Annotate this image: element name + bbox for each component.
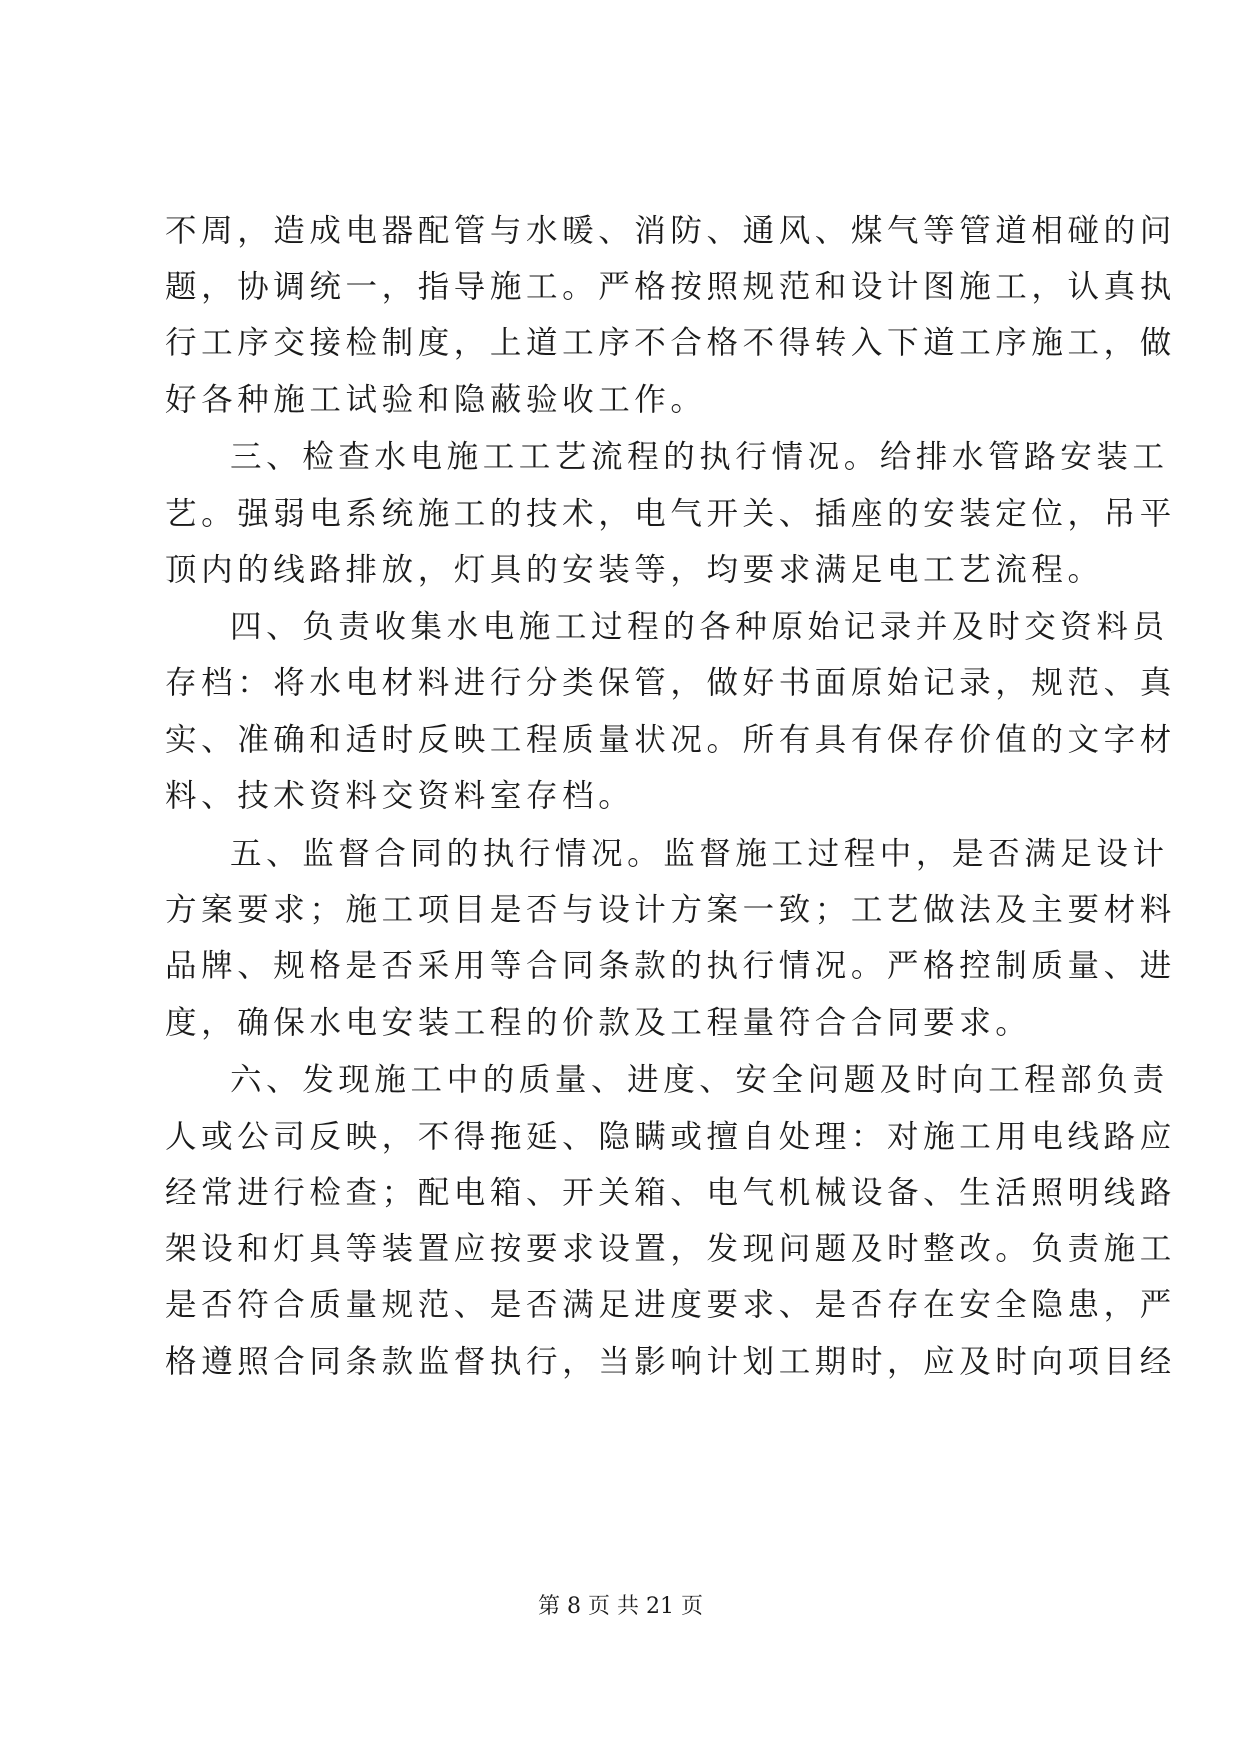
body-text-line: 经常进行检查；配电箱、开关箱、电气机械设备、生活照明线路	[165, 1175, 1176, 1211]
body-text-line: 度，确保水电安装工程的价款及工程量符合合同要求。	[165, 1005, 1032, 1041]
paragraph-6-first-line: 六、发现施工中的质量、进度、安全问题及时向工程部负责	[230, 1062, 1169, 1098]
body-text-line: 存档：将水电材料进行分类保管，做好书面原始记录，规范、真	[165, 665, 1176, 701]
paragraph-5-first-line: 五、监督合同的执行情况。监督施工过程中，是否满足设计	[230, 836, 1169, 872]
body-text-line: 不周，造成电器配管与水暖、消防、通风、煤气等管道相碰的问	[165, 213, 1176, 249]
body-text-line: 架设和灯具等装置应按要求设置，发现问题及时整改。负责施工	[165, 1231, 1176, 1267]
body-text-line: 品牌、规格是否采用等合同条款的执行情况。严格控制质量、进	[165, 948, 1176, 984]
body-text-line: 行工序交接检制度，上道工序不合格不得转入下道工序施工，做	[165, 325, 1176, 361]
body-text-line: 是否符合质量规范、是否满足进度要求、是否存在安全隐患，严	[165, 1287, 1176, 1323]
body-text-line: 格遵照合同条款监督执行，当影响计划工期时，应及时向项目经	[165, 1344, 1176, 1380]
body-text-line: 好各种施工试验和隐蔽验收工作。	[165, 382, 707, 418]
body-text-line: 顶内的线路排放，灯具的安装等，均要求满足电工艺流程。	[165, 552, 1104, 588]
paragraph-4-first-line: 四、负责收集水电施工过程的各种原始记录并及时交资料员	[230, 609, 1169, 645]
body-text-line: 实、准确和适时反映工程质量状况。所有具有保存价值的文字材	[165, 722, 1176, 758]
body-text-line: 人或公司反映，不得拖延、隐瞒或擅自处理：对施工用电线路应	[165, 1119, 1176, 1155]
body-text-line: 题，协调统一，指导施工。严格按照规范和设计图施工，认真执	[165, 269, 1176, 305]
paragraph-3-first-line: 三、检查水电施工工艺流程的执行情况。给排水管路安装工	[230, 439, 1169, 475]
body-text-line: 艺。强弱电系统施工的技术，电气开关、插座的安装定位，吊平	[165, 496, 1176, 532]
body-text-line: 方案要求；施工项目是否与设计方案一致；工艺做法及主要材料	[165, 892, 1176, 928]
page-number-footer: 第 8 页 共 21 页	[538, 1594, 703, 1619]
body-text-line: 料、技术资料交资料室存档。	[165, 778, 635, 814]
